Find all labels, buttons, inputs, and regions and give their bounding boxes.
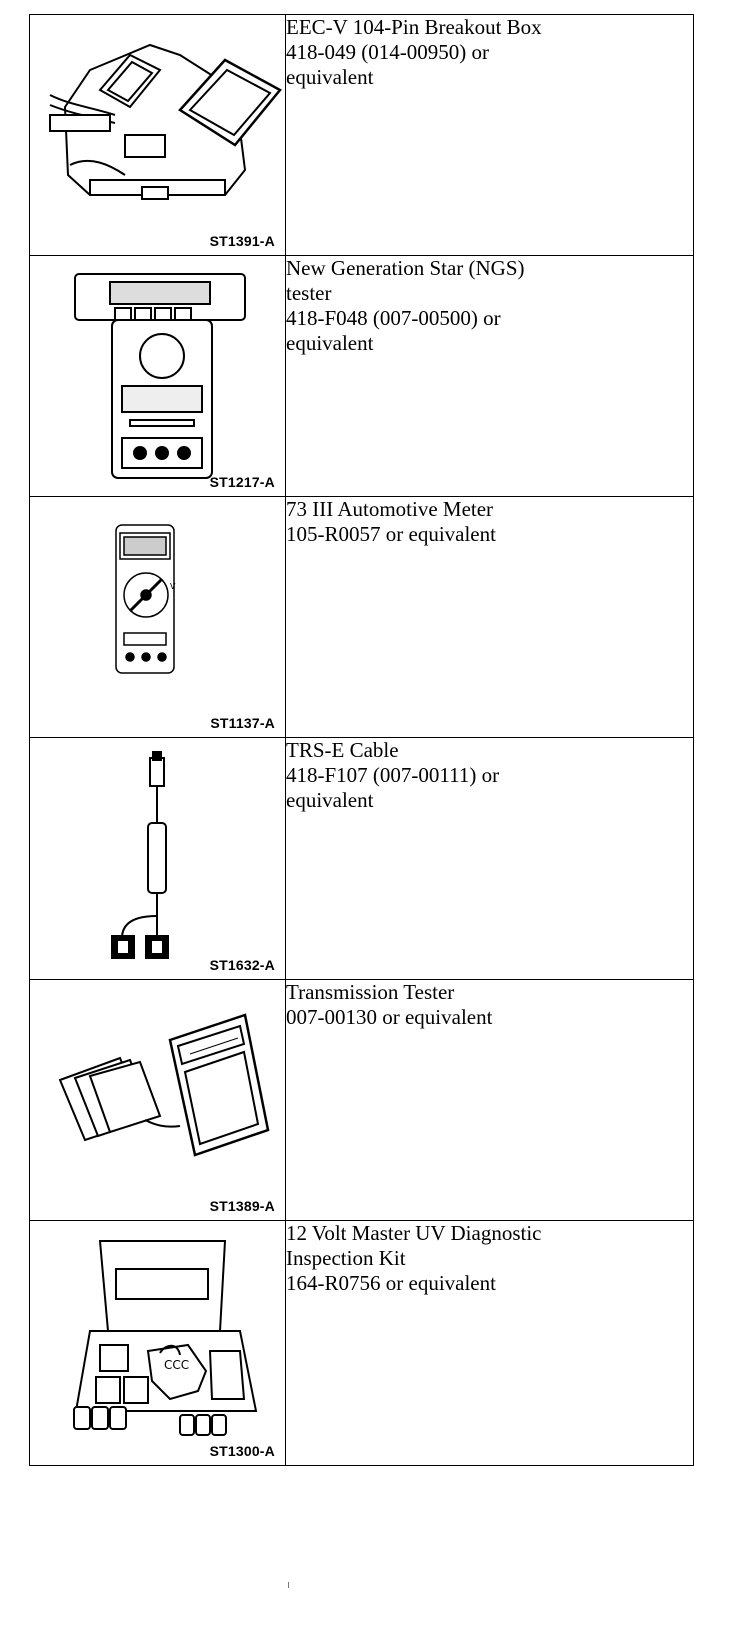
tool-code: ST1137-A (210, 715, 275, 731)
tool-description-line: equivalent (286, 788, 374, 812)
tool-description-line: 418-049 (014-00950) or (286, 40, 489, 64)
tool-description-line: 12 Volt Master UV Diagnostic (286, 1221, 542, 1245)
tool-description-line: 418-F048 (007-00500) or (286, 306, 501, 330)
transmission-tester-illustration (30, 980, 286, 1221)
svg-text:V: V (170, 582, 176, 591)
tool-description-line: EEC-V 104-Pin Breakout Box (286, 15, 542, 39)
tool-description (286, 256, 694, 497)
ngs-tester-illustration (30, 256, 286, 497)
tool-code: ST1217-A (209, 474, 275, 490)
tool-row (30, 256, 694, 497)
tool-description (286, 1221, 694, 1466)
tool-image-cell (30, 15, 286, 256)
automotive-meter-illustration (30, 497, 286, 738)
tool-description-line: Inspection Kit (286, 1246, 406, 1270)
tool-description (286, 15, 694, 256)
tool-description-line: 007-00130 or equivalent (286, 1005, 493, 1029)
tool-row (30, 1221, 694, 1466)
tool-row (30, 15, 694, 256)
tool-description (286, 980, 694, 1221)
svg-text:CCC: CCC (164, 1358, 190, 1372)
tool-row (30, 980, 694, 1221)
trs-e-cable-illustration (30, 738, 286, 980)
tool-description-line: TRS-E Cable (286, 738, 399, 762)
tool-description (286, 738, 694, 980)
tool-image-cell (30, 980, 286, 1221)
tool-code: ST1389-A (209, 1198, 275, 1214)
special-tools-table (29, 14, 694, 1466)
tool-description-line: Transmission Tester (286, 980, 455, 1004)
tool-row (30, 497, 694, 738)
tool-image-cell (30, 1221, 286, 1466)
tool-description-line: equivalent (286, 331, 374, 355)
tool-description (286, 497, 694, 738)
tool-description-line: 105-R0057 or equivalent (286, 522, 496, 546)
tool-description-line: 164-R0756 or equivalent (286, 1271, 496, 1295)
tool-row (30, 738, 694, 980)
tool-description-line: New Generation Star (NGS) (286, 256, 525, 280)
tool-description-line: 73 III Automotive Meter (286, 497, 494, 521)
tool-description-line: 418-F107 (007-00111) or (286, 763, 500, 787)
tool-code: ST1300-A (209, 1443, 275, 1459)
tool-image-cell (30, 738, 286, 980)
tool-description-line: tester (286, 281, 332, 305)
breakout-box-illustration (30, 15, 286, 256)
tool-code: ST1632-A (209, 957, 275, 973)
tool-description-line: equivalent (286, 65, 374, 89)
tool-image-cell (30, 256, 286, 497)
scan-artifact-mark (288, 1582, 289, 1588)
tool-image-cell (30, 497, 286, 738)
uv-diagnostic-kit-illustration (30, 1221, 286, 1466)
tool-code: ST1391-A (209, 233, 275, 249)
